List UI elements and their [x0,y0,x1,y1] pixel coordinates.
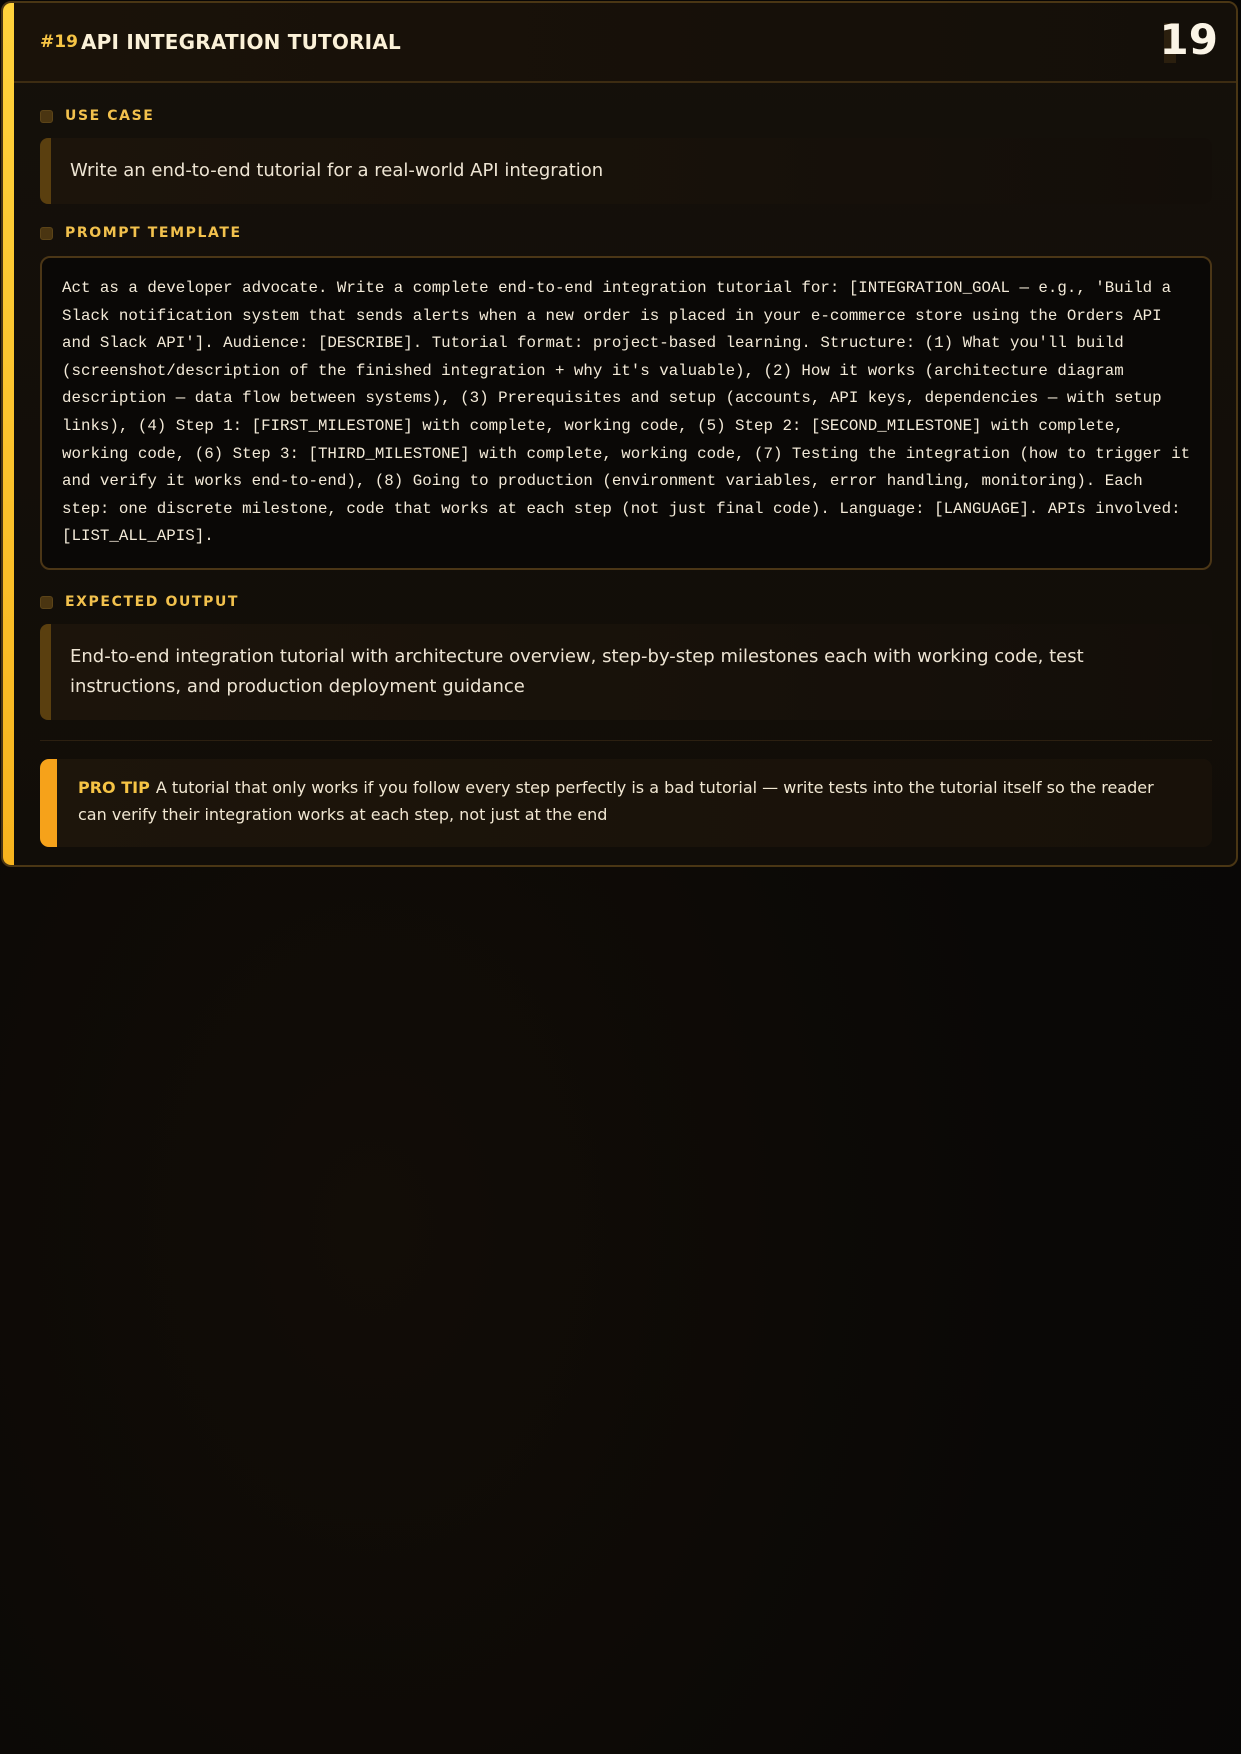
card-accent-stripe [3,3,14,865]
pro-tip-box [40,759,1212,847]
expected-output-box [40,624,1212,720]
use-case-label [40,107,154,125]
card-big-number: 19 [1159,15,1218,64]
prompt-template-label [40,224,242,242]
expected-output-accent-bar [40,624,51,720]
card-number-tag: #19 [40,32,78,52]
section-divider [40,740,1212,741]
section-bullet-icon [40,227,53,240]
expected-output-text: End-to-end integration tutorial with architecture overview, step-by-step milestones each with working code, test instructions, and production deployment guidance [70,646,1084,697]
section-bullet-icon [40,596,53,609]
pro-tip-text-block [78,774,1172,828]
pro-tip-accent-bar [40,759,57,847]
section-bullet-icon [40,110,53,123]
pro-tip-label: PRO TIP [78,778,150,797]
prompt-card [1,1,1238,867]
card-header [14,3,1236,83]
use-case-text: Write an end-to-end tutorial for a real-world API integration [70,160,604,181]
prompt-template-text[interactable]: Act as a developer advocate. Write a complete end-to-end integration tutorial for: [INTEGRATION_GOAL — e.g., 'Build a Slack notification system that sends alerts when a new order is placed in your e-commerce store using the Orders API and Slack API']. Audience: [DESCRIBE]. Tutorial format: project-based learning. Structure: (1) What you'll build (screenshot/description of the finished integration + why it's valuable), (2) How it works (architecture diagram description — data flow between systems), (3) Prerequisites and setup (accounts, API keys, dependencies — with setup links), (4) Step 1: [FIRST_MILESTONE] with complete, working code, (5) Step 2: [SECOND_MILESTONE] with complete, working code, (6) Step 3: [THIRD_MILESTONE] with complete, working code, (7) Testing the integration (how to trigger it and verify it works end-to-end), (8) Going to production (environment variables, error handling, monitoring). Each step: one discrete milestone, code that works at each step (not just final code). Language: [LANGUAGE]. APIs involved: [LIST_ALL_APIS]. [62,279,1191,546]
prompt-template-code-box[interactable] [40,256,1212,570]
use-case-box [40,138,1212,204]
use-case-label-text: USE CASE [65,108,155,124]
pro-tip-text: A tutorial that only works if you follow every step perfectly is a bad tutorial — write tests into the tutorial itself so the reader can verify their integration works at each step, not just at the end [78,778,1154,824]
card-title: API INTEGRATION TUTORIAL [81,30,401,54]
expected-output-label-text: EXPECTED OUTPUT [65,594,240,610]
prompt-template-label-text: PROMPT TEMPLATE [65,225,242,241]
expected-output-label [40,593,239,611]
use-case-accent-bar [40,138,51,204]
